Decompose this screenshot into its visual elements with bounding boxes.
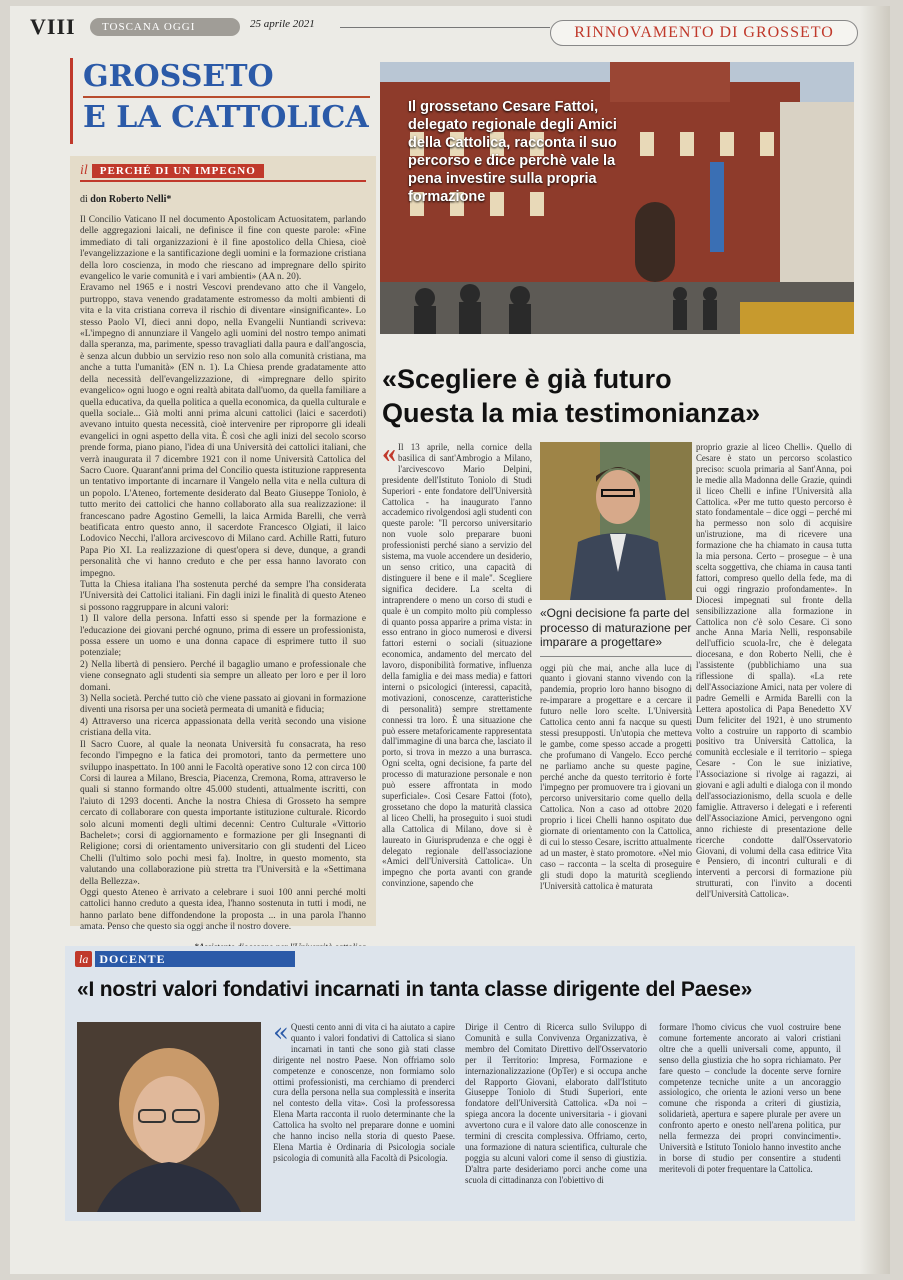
kicker-italic: il [80, 163, 88, 178]
sidebar-article [70, 156, 376, 933]
bottom-column-3: formare l'homo civicus che vuol costruire bene comune fortemente ancorato ai valori cristiani oltre che a quelli universali come, appunto, il senso della giustizia che ho sopra richiamato. Per fare questo – conclude la docente serve fornire competenze tecniche unite a un ancoraggio assiologico, che orienta le azioni verso un bene comune che risponda a criteri di giustizia, solidarietà, apertura e sapere plurale per avere un confronto aperto e onesto nell'arena politica, pur nella fermezza dei propri convincimenti». Università e Istituto Toniolo hanno investito anche in borse di studio per consentire a studenti meritevoli di poter frequentare la Cattolica. [659, 1022, 841, 1174]
bottom-kicker [75, 950, 295, 968]
left-paragraph: Il Sacro Cuore, al quale la neonata Università fu consacrata, ha reso fecondo l'impegno e la fatica dei promotori, tanto da permettere uno sviluppo inaspettato. In 100 anni le Facoltà operative sono 12 con circa 100 Corsi di laurea a Milano, Brescia, Piacenza, Cremona, Roma, attraverso le quali si stanno formando oltre 45.000 studenti, attualmente iscritti, con l'aiuto di 1293 docenti. Anche la nostra Chiesa di Grosseto ha sempre cercato di collaborare con questa importante istituzione culturale. Ricordo solo alcuni momenti degli ultimi decenni: Centro Culturale «Vittorio Bachelet»; corsi di aggiornamento e formazione per gli Insegnanti di Religione; corsi di orientamento universitario con gli studenti del Liceo Chelli (l'ultimo solo pochi mesi fa). Inoltre, in questo momento, sta valutando una collaborazione più stretta tra l'Università e la «Settimana della Bellezza». [80, 739, 366, 887]
left-paragraph: Tutta la Chiesa italiana l'ha sostenuta perché da sempre l'ha considerata l'Università dei Cattolici italiani. Fin dagli inizi le finalità di questo Ateneo si possono raggruppare in alcuni valori: [80, 580, 366, 613]
bottom-quote-mark: « [273, 1018, 289, 1048]
article-column-3: proprio grazie al liceo Chelli». Quello di Cesare è stato un percorso scolastico preciso: scuola primaria al Sant'Anna, poi le medie alla Madonna delle Grazie, quindi il liceo Chelli e infine l'Università alla Cattolica. «Per me tutto questo percorso è stato fondamentale – dice oggi – perché mi ha permesso non solo di acquisire un'istruzione, ma di ricevere una formazione che ha chiamato in causa tutta la mia persona. Certo – prosegue – è una scelta soggettiva, che chiama in causa tanti fattori, compreso quello della fede, ma di cui oggi ringrazio profondamente». In Diocesi impegnati sul fronte della sensibilizzazione alla formazione in Cattolica non c'è solo Cesare. Ci sono anche Anna Maria Nelli, responsabile dell'ufficio scuola-Irc, che è delegata diocesana, e don Roberto Nelli, che è l'assistente (pubblichiamo una sua riflessione di spalla). «La rete dell'Associazione Amici, nata per volere di padre Gemelli e Armida Barelli con la Lettera apostolica di Papa Benedetto XV Dum feliciter del 1921, è uno strumento volto a costruire un rapporto di scambio positivo tra Università Cattolica, la comunità ecclesiale e il territorio – spiega Cesare - Con le sue iniziative, l'Associazione si rivolge ai ragazzi, ai giovani e agli adulti e dialoga con il mondo dell'associazionismo, della scuola e delle famiglie. Attraverso i delegati e i referenti dell'Associazione Amici, pervengono ogni anno richieste di presentazione delle ricerche condotte dall'Osservatorio Giovani, di volumi della casa editrice Vita e Pensiero, di incontri culturali e di interventi a percorsi di formazione più strutturati, con l'invito a docenti dell'Università Cattolica». [696, 442, 852, 900]
left-paragraph: Oggi questo Ateneo è arrivato a celebrare i suoi 100 anni perché molti cattolici hanno creduto a questa idea, l'hanno sostenuta in tutti i modi, ne hanno parlato bene diffondendone la proposta ... in una parola l'hanno amata. Penso che questo sia oggi anche il nostro dovere. [80, 887, 366, 933]
kicker-label: PERCHÉ DI UN IMPEGNO [92, 164, 264, 178]
byline [80, 194, 366, 205]
left-paragraph: 3) Nella società. Perché tutto ciò che viene passato ai giovani in formazione diventi una risorsa per una società permeata di umanità e fiducia; [80, 694, 366, 716]
left-paragraph: Il Concilio Vaticano II nel documento Apostolicam Actuositatem, parlando delle aggregazioni laicali, ne definisce il fine con queste parole: «Fine immediato di tali organizzazioni è il fine apostolico della Chiesa, cioè l'evangelizzazione e la santificazione degli uomini e la formazione cristiana della loro coscienza, in modo che riescano ad impregnare dello spirito evangelico le varie comunità e i vari ambienti» (AA n. 20). [80, 215, 366, 283]
bottom-headline: «I nostri valori fondativi incarnati in tanta classe dirigente del Paese» [77, 978, 753, 1001]
page-fold-shadow [860, 6, 890, 1274]
portrait-illustration [540, 442, 692, 600]
bottom-column-1 [273, 1018, 455, 1164]
left-paragraph: Eravamo nel 1965 e i nostri Vescovi prendevano atto che il Vangelo, purtroppo, stava venendo gradatamente estromesso da molti ambienti di vita e la vita cristiana correva il rischio di diventare «insignificante». Lo stesso Paolo VI, dieci anni dopo, nella Evangelii Nuntiandi scriveva: «L'impegno di annunziare il Vangelo agli uomini del nostro tempo animati dalla speranza, ma, parimente, spesso travagliati dalla paura e dall'angoscia, è senza alcun dubbio un servizio reso non solo alla comunità cristiana, ma anche a tutta l'umanità» (EN n. 1). La Chiesa prende gradatamente atto della necessità dell'evangelizzazione, di «impregnare dello spirito evangelico» ogni luogo e ogni realtà abitata dall'uomo, da quella familiare a quella educativa, da quella politica a quella economica, da quella culturale e quella sociale... Già molti anni prima alcuni cattolici (laici e sacerdoti) avevano intuito questa necessità, cioè intervenire per riproporre gli ideali evangelici in ogni aspetto della vita. È così che agli inizi del secolo scorso prende forma, piano piano, l'idea di una Università dei cattolici italiani, che verrà inaugurata il 7 dicembre 1921 con il nome Università Cattolica del Sacro Cuore. Quarant'anni prima del Concilio questa istituzione rappresenta un tentativo importante di incarnare il Vangelo nella vita e nella cultura di un popolo. L'Ateneo, fortemente desiderato dal Beato Giuseppe Toniolo, è tutto merito dei cattolici che hanno collaborato alla sua realizzazione: il francescano padre Agostino Gemelli, la laica Armida Barelli, che verrà beatificata entro questo anno, il sacerdote Francesco Olgiati, il laico Lodovico Necchi, l'allora arcivescovo di Milano card. Achille Ratti, futuro Papa Pio XI. La realizzazione di quest'opera si deve, dunque, a grandi personalità che vi hanno creduto e che per essa hanno lavorato con impegno. [80, 283, 366, 579]
section-title: RINNOVAMENTO DI GROSSETO [550, 20, 858, 46]
page-number: VIII [30, 14, 76, 39]
photo-caption: Il grossetano Cesare Fattoi, delegato regionale degli Amici della Cattolica, racconta il suo percorso e dice perchè vale la pena investire sulla propria formazione [408, 99, 617, 205]
docente-illustration [77, 1022, 261, 1212]
left-paragraph: 4) Attraverso una ricerca appassionata della verità secondo una visione cristiana della vita. [80, 716, 366, 739]
left-title-line1: GROSSETO [83, 59, 274, 94]
left-body [80, 215, 366, 934]
bottom-article [65, 946, 855, 1221]
main-headline [382, 362, 852, 430]
column-2-text: oggi più che mai, anche alla luce di quanto i giovani stanno vivendo con la pandemia, proprio loro hanno bisogno di re-imparare a progettare e a cercare il futuro nelle loro scelte. L'Università Cattolica cento anni fa nacque su questi stessi presupposti. Un'utopia che metteva le gambe, come spesso accade a progetti che profumano di Vangelo. Ecco perché ne parliamo anche su queste pagine, perché anche da questo territorio è forte l'impegno per promuovere tra i giovani un percorso universitario come quello della Cattolica. Non a caso ad ottobre 2020 proprio i licei Chelli hanno ospitato due giornate di orientamento con la Cattolica, di cui lo stesso Cesare, iscritto attualmente ad un master, è stato promotore. «Nel mio caso – racconta – la scelta di proseguire gli studi dopo la maturità scegliendo l'Università cattolica è maturata [540, 662, 692, 891]
left-title-line2: E LA CATTOLICA [83, 96, 370, 138]
page-header [10, 6, 890, 42]
bottom-column-1-text: Questi cento anni di vita ci ha aiutato a capire quanto i valori fondativi di Cattolica si siano incarnati in tanti che sono già stati classe dirigente nel nostro Paese. Non offriamo solo competenze e conoscenze, non formiamo solo ottimi professionisti, ma cerchiamo di prenderci cura della persona nella sua complessità e inserita nel contesto della vita». Così la professoressa Elena Marta racconta il ruolo determinante che la Cattolica ha svolto nel preparare donne e uomini che hanno inciso nella storia di questo Paese. Elena Martia è Ordinaria di Psicologia sociale psicologia di comunità alla Facoltà di Psicologia. [273, 1022, 455, 1163]
portrait-photo [540, 442, 692, 600]
pull-quote: «Ogni decisione fa parte del processo di maturazione per imparare a progettare» [540, 606, 692, 657]
byline-prefix: di [80, 194, 88, 205]
left-paragraph: 1) Il valore della persona. Infatti esso si spende per la formazione e l'educazione dei giovani perché ognuno, prima di essere un professionista, possa essere un uomo e una donna capace di esprimere tutto il suo potenziale; [80, 614, 366, 659]
newspaper-name: TOSCANA OGGI [90, 18, 240, 36]
headline-line1: «Scegliere è già futuro [382, 364, 672, 394]
bottom-column-2: Dirige il Centro di Ricerca sullo Sviluppo di Comunità e sulla Convivenza Organizzativa, è membro del Comitato Direttivo dell'Osservatorio per il Territorio: Impresa, Formazione e internazionalizzazione (OpTer) e si occupa anche del Rapporto Giovani, elaborato dall'Istituto Giuseppe Toniolo di Studi Superiori, ente fondatore dell'Università Cattolica. «Da noi – spiega ancora la docente universitaria - i giovani avvertono cura e il valore dato alle conoscenze in termini di crescita complessiva. Offriamo, certo, una formazione di natura scientifica, culturale che poggia su alcuni valori come il senso di giustizia. D'altra parte desideriamo porci anche come una scuola di cittadinanza con l'obiettivo di [465, 1022, 647, 1185]
header-rule [340, 27, 550, 28]
byline-author: don Roberto Nelli* [90, 194, 172, 205]
left-paragraph: 2) Nella libertà di pensiero. Perché il bagaglio umano e professionale che viene consegnato agli studenti sia sempre un alleato per loro e per il loro domani. [80, 659, 366, 693]
docente-portrait [77, 1022, 261, 1212]
column-1-text: Il 13 aprile, nella cornice della basilica di sant'Ambrogio a Milano, l'arcivescovo Mario Delpini, presidente dell'Istituto Toniolo di Studi Superiori - ente fondatore dell'Università Cattolica - ha inaugurato l'anno accademico rivolgendosi agli studenti con queste parole: "Il percorso universitario non vuole solo preparare buoni professionisti perché siano a servizio del sistema, ma vuole accendere un desiderio, un senso critico, una capacità di distinguere il bene e il male". Scegliere significa decidere. La scelta di intraprendere o meno un corso di studi e quale è un compito molto più complesso di quanto possa apparire a prima vista: in esso entrano in gioco numerosi e diversi fattori esterni o sociali (situazione economica, andamento del mercato del lavoro, disponibilità formative, influenza della famiglia e dei mass media) e fattori interni o psicologici (interessi, capacità, motivazioni, conoscenze, caratteristiche di personalità) sempre strettamente connessi tra loro. È una situazione che può essere metaforicamente rappresentata dall'immagine di una barca che, lasciato il porto, si trova in mezzo a una burrasca. Ogni scelta, ogni decisione, fa parte del processo di maturazione personale e non può essere affrontata in modo superficiale». Così Cesare Fattoi (foto), grossetano che dopo la maturità classica al liceo Chelli, ha proseguito i suoi studi alla Cattolica di Milano, dove si è laureato in Giurisprudenza e che oggi è delegato regionale dell'associazione «Amici dell'Università Cattolica». Un impegno che porta avanti con grande convinzione, sapendo che [382, 442, 532, 889]
left-headline [70, 58, 370, 144]
headline-line2: Questa la mia testimonianza» [382, 398, 761, 428]
issue-date: 25 aprile 2021 [250, 18, 315, 30]
quote-mark: « [382, 438, 396, 469]
newspaper-page [10, 6, 890, 1274]
bottom-kicker-italic: la [75, 951, 92, 967]
article-column-2 [540, 606, 692, 892]
article-column-1 [382, 438, 532, 889]
bottom-kicker-label: DOCENTE [95, 951, 295, 967]
left-kicker [80, 162, 366, 182]
